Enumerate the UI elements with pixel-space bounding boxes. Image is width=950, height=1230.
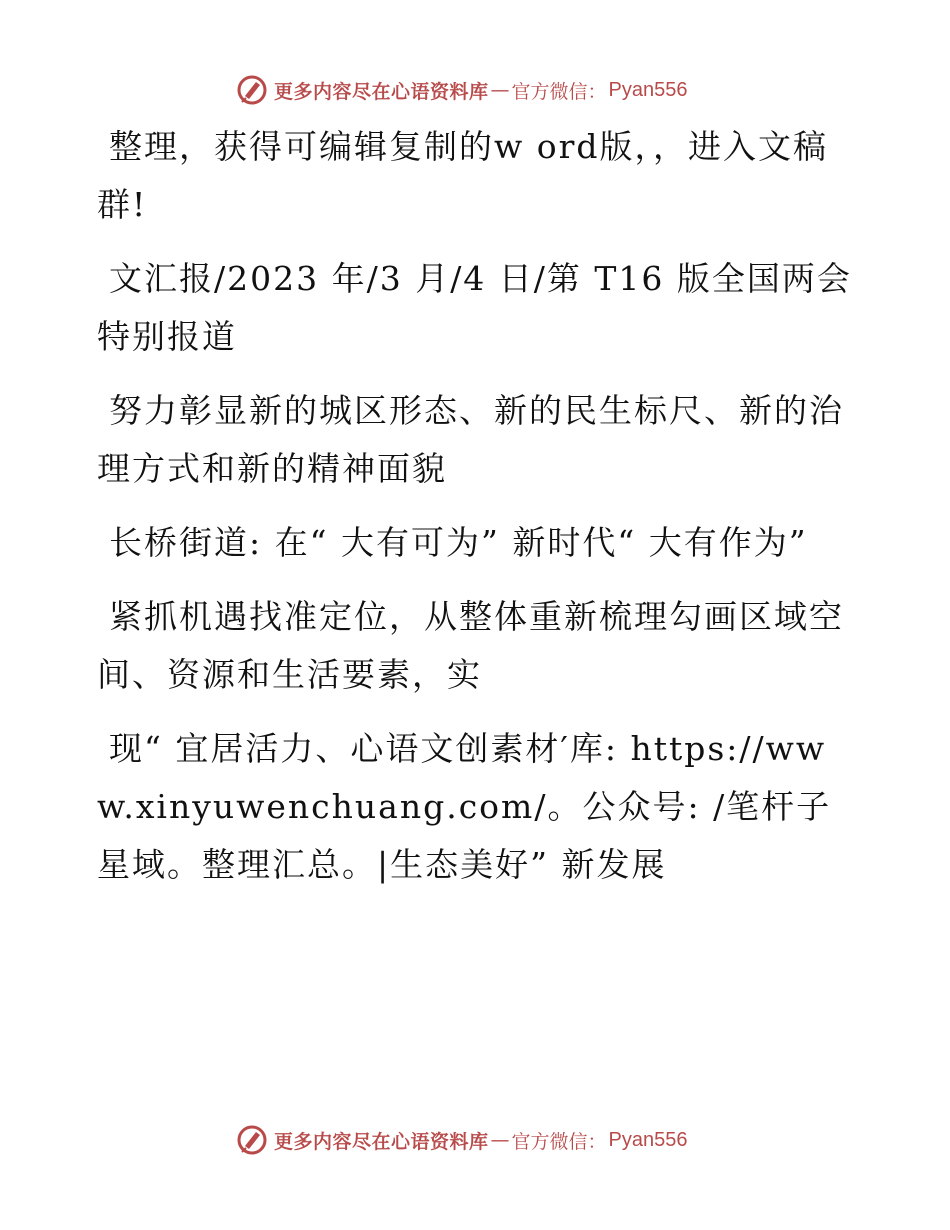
document-body	[97, 118, 857, 894]
footer-banner	[236, 1122, 716, 1158]
footer-dash: —	[490, 1129, 510, 1151]
header-wechat-id: Pyan556	[608, 78, 688, 101]
header-brand-text: 更多内容尽在心语资料库	[274, 80, 489, 103]
footer-brand-text: 更多内容尽在心语资料库	[274, 1130, 489, 1153]
header-dash: —	[490, 79, 510, 101]
paragraph-intro: 整理，获得可编辑复制的w ord版，，进入文稿群!	[97, 127, 829, 224]
paragraph-headline: 努力彰显新的城区形态、新的民生标尺、新的治理方式和新的精神面貌	[97, 391, 844, 488]
brand-logo-icon	[236, 74, 268, 106]
header-banner	[236, 72, 716, 108]
paragraph-subheadline: 长桥街道: 在“ 大有可为” 新时代“ 大有作为”	[109, 523, 808, 562]
paragraph-source: 文汇报/2023 年/3 月/4 日/第 T16 版全国两会特别报道	[97, 259, 852, 356]
paragraph-body-2: 现“ 宜居活力、心语文创素材′库: https://www.xinyuwenchuang.com/。公众号: /笔杆子星域。整理汇总。|生态美好” 新发展	[97, 729, 832, 884]
header-wechat-label: 官方微信：	[511, 80, 607, 103]
brand-logo-icon	[236, 1124, 268, 1156]
paragraph-body-1: 紧抓机遇找准定位，从整体重新梳理勾画区域空间、资源和生活要素，实	[97, 597, 844, 694]
footer-wechat-label: 官方微信：	[511, 1130, 607, 1153]
footer-wechat-id: Pyan556	[608, 1128, 688, 1151]
